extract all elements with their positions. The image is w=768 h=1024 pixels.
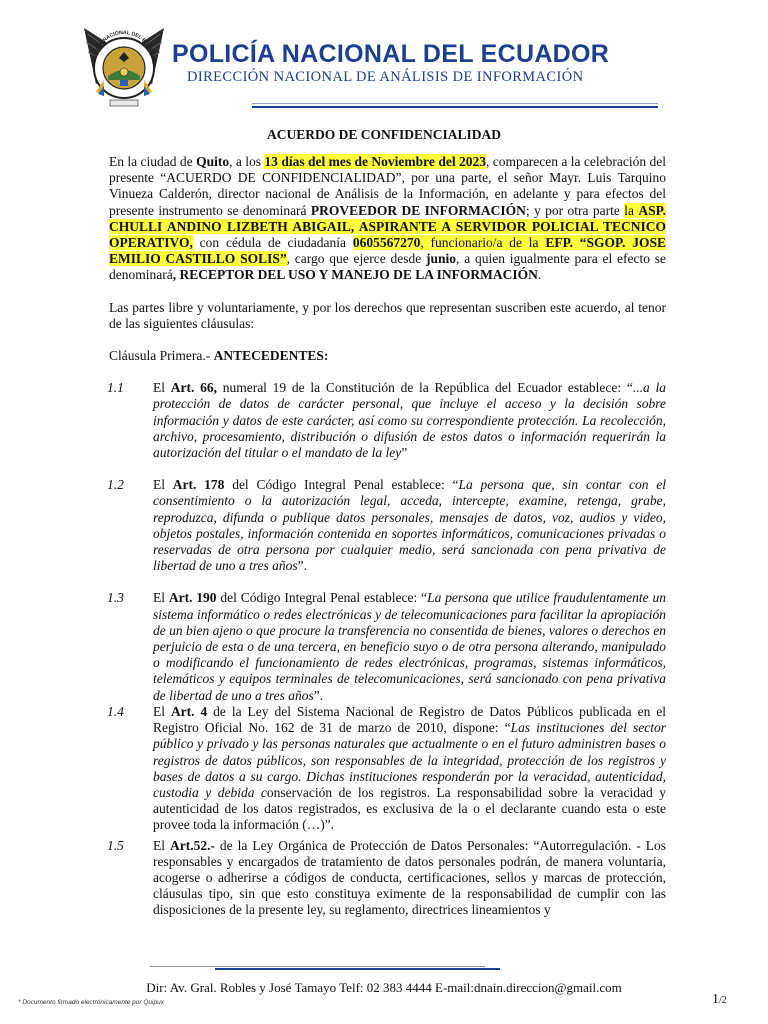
header-divider-thin — [252, 103, 658, 104]
organization-title: POLICÍA NACIONAL DEL ECUADOR — [172, 40, 610, 68]
clause-item: 1.5 El Art.52.- de la Ley Orgánica de Protección de Datos Personales: “Autorregulación. - Los responsables y encargados de tratamiento de datos personales podrán, de manera voluntaria, acogerse o adherirse a códigos de conducta, certificaciones, sellos y marcas de protección, cláusulas tipo, sin que esto constituya eximente de la responsabilidad de cumplir con las disposiciones de la presente ley, su reglamento, directrices lineamientos y — [107, 837, 667, 918]
clause-number: 1.4 — [107, 703, 124, 719]
document-title: ACUERDO DE CONFIDENCIALIDAD — [266, 127, 501, 142]
footer-divider-thin — [150, 966, 485, 967]
footer-divider — [215, 968, 500, 970]
page-header — [0, 0, 768, 118]
police-emblem-icon — [82, 22, 166, 112]
intro-paragraph: En la ciudad de Quito, a los 13 días del mes de Noviembre del 2023, comparecen a la celebración del presente “ACUERDO DE CONFIDENCIALIDAD”, por una parte, el señor Mayr. Luis Tarquino Vinueza Calderón, director nacional de Análisis de la Información, en adelante y para efectos del presente instrumento se denominará PROVEEDOR DE INFORMACIÓN; y por otra parte la ASP. CHULLI ANDINO LIZBETH ABIGAIL, ASPIRANTE A SERVIDOR POLICIAL TECNICO OPERATIVO, con cédula de ciudadanía 0605567270, funcionario/a de la EFP. “SGOP. JOSE EMILIO CASTILLO SOLIS”, cargo que ejerce desde junio, a quien igualmente para el efecto se denominará, RECEPTOR DEL USO Y MANEJO DE LA INFORMACIÓN. — [109, 154, 667, 283]
document-body — [109, 154, 666, 919]
parties-paragraph: Las partes libre y voluntariamente, y por los derechos que representan suscriben este acuerdo, al tenor de las siguientes cláusulas: — [109, 299, 666, 331]
directorate-subtitle: DIRECCIÓN NACIONAL DE ANÁLISIS DE INFORMACIÓN — [187, 69, 584, 85]
footer-address: Dir: Av. Gral. Robles y José Tamayo Telf: 02 383 4444 E-mail:dnain.direccion@gmail.com — [146, 980, 622, 995]
clause-item: 1.3 El Art. 190 del Código Integral Penal establece: “La persona que utilice fraudulentamente un sistema informático o redes electrónicas y de telecomunicaciones para facilitar la apropiación de un bien ajeno o que procure la transferencia no consentida de bienes, valores o derechos en perjuicio de esta o de una tercera, en beneficio suyo o de otra persona alterando, manipulado o modificando el funcionamiento de redes electrónicas, programas, sistemas informáticos, telemáticos y equipos terminales de telecomunicaciones, será sancionado con pena privativa de libertad de uno a tres años”. — [107, 590, 667, 703]
clause-number: 1.3 — [107, 590, 124, 606]
clause-number: 1.2 — [107, 477, 124, 493]
signature-note: * Documento firmado electrónicamente por Quipux — [18, 999, 164, 1006]
clause-heading: Cláusula Primera.- ANTECEDENTES: — [109, 348, 329, 364]
page-number: 1/2 — [712, 992, 727, 1007]
header-divider — [252, 106, 658, 108]
clause-number: 1.5 — [107, 837, 124, 853]
clause-number: 1.1 — [107, 380, 124, 396]
clause-item: 1.2 El Art. 178 del Código Integral Penal establece: “La persona que, sin contar con el consentimiento o la autorización legal, acceda, intercepte, examine, retenga, grabe, reproduzca, difunda o publique datos personales, mensajes de datos, voz, audios y video, objetos postales, información contenida en soportes informáticos, comunicaciones privadas o reservadas de otra persona por cualquier medio, será sancionada con pena privativa de libertad de uno a tres años”. — [107, 477, 666, 574]
clause-item: 1.1 El Art. 66, numeral 19 de la Constitución de la República del Ecuador establece: “...a la protección de datos de carácter personal, que incluye el acceso y la decisión sobre información y datos de este carácter, así como su correspondiente protección. La recolección, archivo, procesamiento, distribución o difusión de estos datos o información requerirán la autorización del titular o el mandato de la ley” — [107, 380, 666, 461]
svg-text:POLICIA NACIONAL DEL ECUADOR: POLICIA NACIONAL DEL ECUADOR — [91, 29, 157, 64]
clause-item: 1.4 El Art. 4 de la Ley del Sistema Nacional de Registro de Datos Públicos publicada en el Registro Oficial No. 162 de 31 de marzo de 2010, dispone: “Las instituciones del sector público y privado y las personas naturales que actualmente o en el futuro administren bases o registros de datos públicos, son responsables de la integridad, protección de los registros y bases de datos a su cargo. Dichas instituciones responderán por la veracidad, autenticidad, custodia y debida conservación de los registros. La responsabilidad sobre la veracidad y autenticidad de los datos registrados, es exclusiva de la o el declarante cuando esta o este provee toda la información (…)”. — [107, 703, 666, 833]
